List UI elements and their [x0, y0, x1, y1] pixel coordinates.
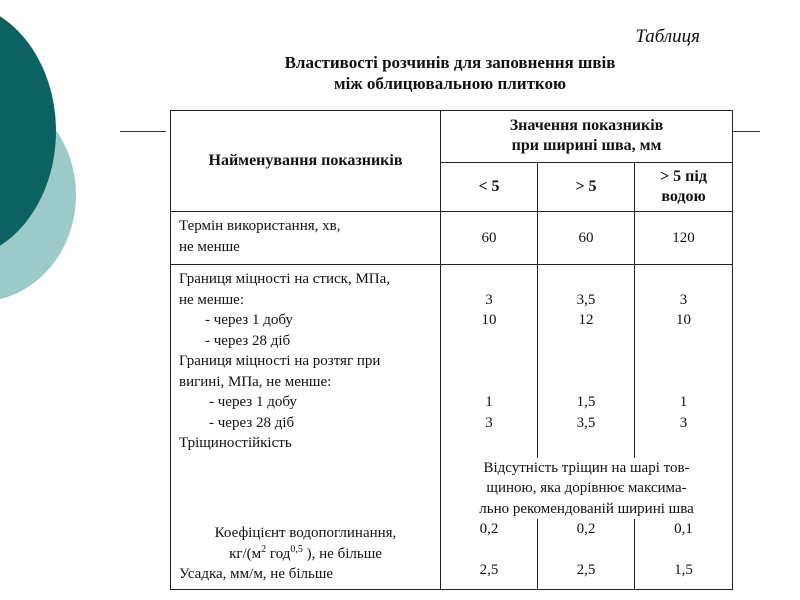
bend-d28-lt5: 3 [485, 414, 493, 431]
row-usage-line-2: не менше [179, 238, 240, 255]
compress-d1-water: 3 [679, 291, 688, 308]
compress-line-4: - через 28 діб [205, 332, 291, 349]
crack-description [441, 458, 733, 520]
bend-d1-gt5: 1,5 [576, 394, 596, 410]
compress-d28-lt5: 10 [481, 312, 497, 328]
crack-label: Тріщиностійкість [179, 435, 292, 451]
row-usage-gt5: 60 [538, 212, 635, 265]
rule-right [732, 131, 760, 132]
water-line-1: Коефіцієнт водопоглинання, [214, 525, 397, 541]
water-shrink-water [635, 519, 733, 589]
water-gt5: 0,2 [576, 521, 596, 537]
water-lt5: 0,2 [479, 521, 499, 537]
header-group-line-1: Значення показників [509, 117, 664, 135]
strength-values-gt5 [538, 265, 635, 458]
shrink-lt5: 2,5 [479, 562, 499, 578]
header-sub-line-1: > 5 під [660, 167, 707, 185]
title-line-1: Властивості розчинів для заповнення швів [284, 53, 616, 72]
header-name-column: Найменування показників [171, 111, 441, 212]
compress-d28-water: 10 [676, 312, 691, 328]
crack-text-1: Відсутність тріщин на шарі тов- [483, 459, 690, 476]
row-strength-labels [171, 265, 441, 458]
crack-text-2: щиною, яка дорівнює максима- [486, 480, 687, 496]
shrink-gt5: 2,5 [576, 562, 596, 578]
header-width-gt5: > 5 [538, 162, 635, 212]
compress-line-3: - через 1 добу [205, 312, 293, 328]
table-row-water-shrink [171, 519, 733, 589]
rule-left [120, 131, 166, 132]
water-shrink-gt5 [538, 519, 635, 589]
crack-text-3: льно рекомендованій ширині шва [479, 500, 694, 517]
water-unit-a: кг/(м [229, 545, 262, 562]
water-water: 0,1 [674, 521, 693, 537]
row-usage-line-1: Термін використання, хв, [179, 218, 341, 234]
table-row-usage [171, 212, 733, 265]
row-usage-water: 120 [635, 212, 733, 265]
bend-line-3: - через 1 добу [209, 394, 297, 410]
row-crack-spacer [171, 458, 441, 520]
header-width-lt5: < 5 [441, 162, 538, 212]
water-unit-b: год [266, 545, 291, 562]
bend-line-4: - через 28 діб [209, 414, 295, 431]
compress-d28-gt5: 12 [578, 312, 594, 328]
water-unit-sup1: 2 [261, 543, 267, 555]
compress-d1-lt5: 3 [485, 291, 493, 308]
row-water-shrink-labels [171, 519, 441, 589]
header-values-group [441, 111, 733, 163]
compress-line-1: Границя міцності на стиск, МПа, [179, 271, 391, 287]
bend-d1-lt5: 1 [485, 394, 493, 410]
row-usage-lt5: 60 [441, 212, 538, 265]
strength-values-water [635, 265, 733, 458]
properties-table [170, 110, 733, 590]
bend-d28-gt5: 3,5 [576, 414, 596, 431]
header-group-line-2: при ширині шва, мм [511, 137, 662, 155]
table-row-strength [171, 265, 733, 458]
header-sub-line-2: водою [661, 187, 706, 205]
table-row-crack [171, 458, 733, 520]
water-line-2 [179, 544, 432, 565]
compress-line-2: не менше: [179, 291, 244, 308]
compress-d1-gt5: 3,5 [576, 291, 596, 308]
water-unit-c: ), не більше [302, 545, 382, 562]
table-caption: Таблиця [635, 26, 700, 47]
bend-line-1: Границя міцності на розтяг при [179, 353, 381, 369]
bend-d1-water: 1 [679, 394, 688, 410]
row-usage-label [171, 212, 441, 265]
water-unit-sup2: 0,5 [290, 543, 303, 555]
table-title [170, 52, 730, 94]
shrink-water: 1,5 [674, 562, 693, 578]
shrink-label: Усадка, мм/м, не більше [179, 566, 334, 582]
strength-values-lt5 [441, 265, 538, 458]
bend-d28-water: 3 [679, 414, 688, 431]
title-line-2: між облицювальною плиткою [333, 74, 566, 93]
water-shrink-lt5 [441, 519, 538, 589]
header-width-gt5-water [635, 162, 733, 212]
bend-line-2: вигині, МПа, не менше: [179, 373, 332, 390]
